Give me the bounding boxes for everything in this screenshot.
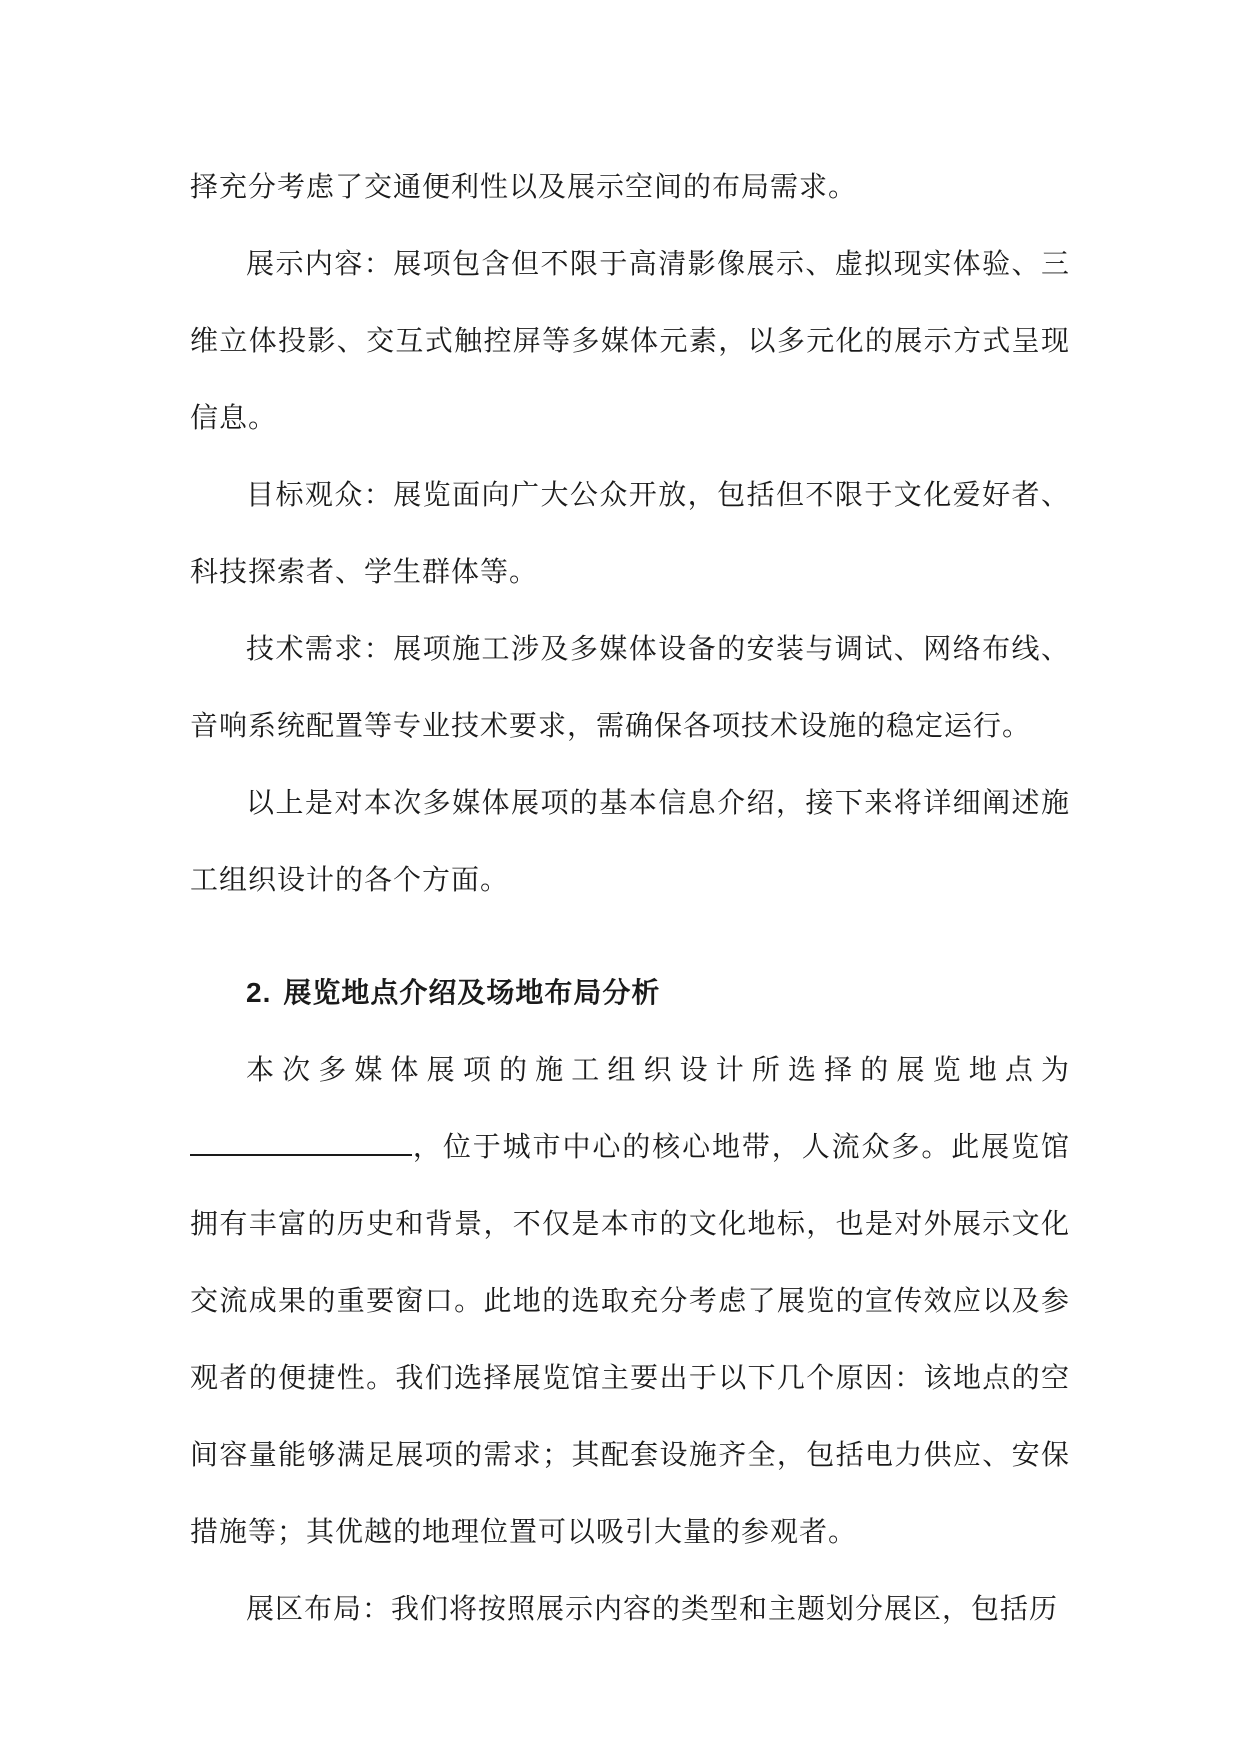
paragraph-summary: 以上是对本次多媒体展项的基本信息介绍，接下来将详细阐述施工组织设计的各个方面。 [190, 786, 1070, 896]
document-body [190, 148, 1070, 1647]
section-title: 展览地点介绍及场地布局分析 [283, 976, 661, 1009]
paragraph-display-content: 展示内容：展项包含但不限于高清影像展示、虚拟现实体验、三维立体投影、交互式触控屏等多媒体元素，以多元化的展示方式呈现信息。 [190, 247, 1070, 434]
section-heading [190, 954, 1070, 1031]
paragraph-continuation: 择充分考虑了交通便利性以及展示空间的布局需求。 [190, 170, 858, 203]
paragraph-target-audience: 目标观众：展览面向广大公众开放，包括但不限于文化爱好者、科技探索者、学生群体等。 [190, 478, 1070, 588]
paragraph-location [190, 1031, 1070, 1570]
paragraph-technical-requirements: 技术需求：展项施工涉及多媒体设备的安装与调试、网络布线、音响系统配置等专业技术要求，需确保各项技术设施的稳定运行。 [190, 632, 1070, 742]
location-blank-underline [190, 1124, 412, 1156]
location-text-after-blank: ，位于城市中心的核心地带，人流众多。此展览馆拥有丰富的历史和背景，不仅是本市的文化地标，也是对外展示文化交流成果的重要窗口。此地的选取充分考虑了展览的宣传效应以及参观者的便捷性。我们选择展览馆主要出于以下几个原因：该地点的空间容量能够满足展项的需求；其配套设施齐全，包括电力供应、安保措施等；其优越的地理位置可以吸引大量的参观者。 [190, 1130, 1070, 1548]
location-text-before-blank: 本次多媒体展项的施工组织设计所选择的展览地点为 [246, 1053, 1070, 1086]
paragraph-exhibition-layout: 展区布局：我们将按照展示内容的类型和主题划分展区，包括历 [246, 1592, 1059, 1625]
section-number: 2. [246, 977, 272, 1008]
